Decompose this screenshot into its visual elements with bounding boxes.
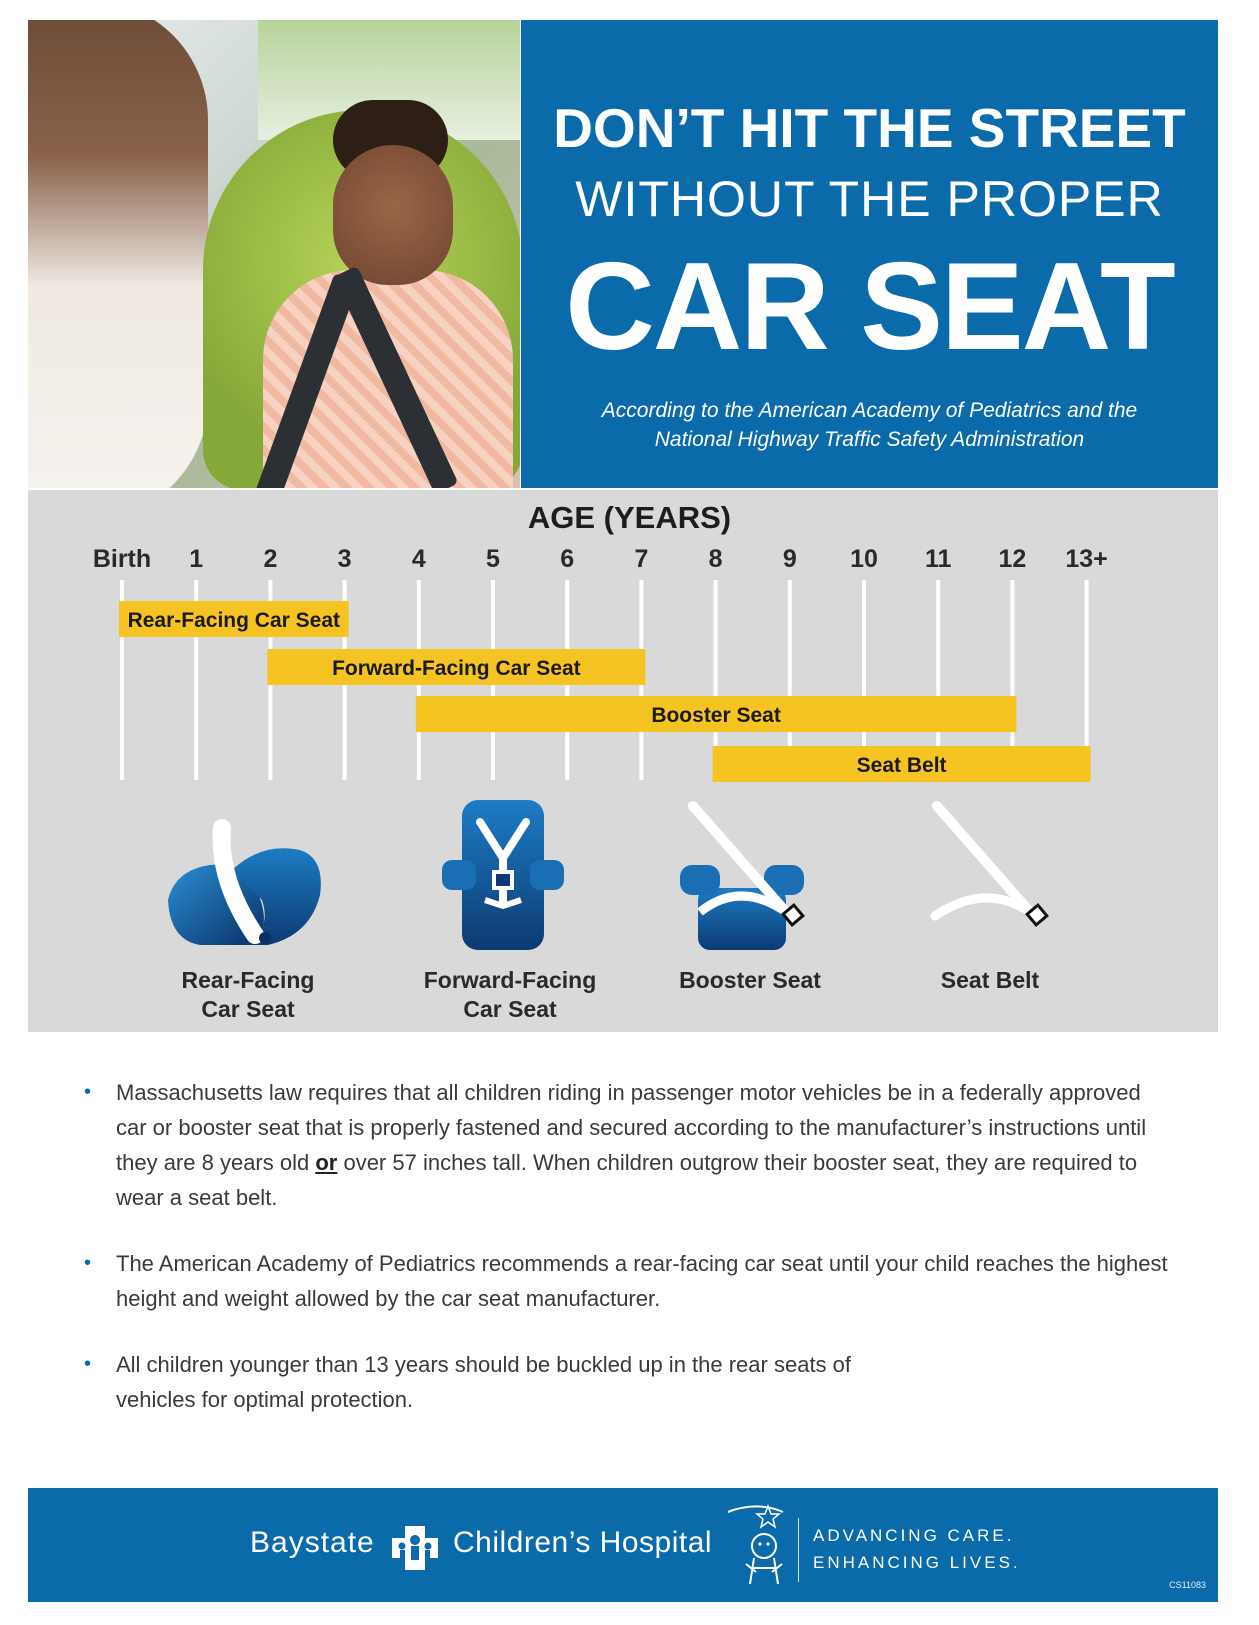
tick-label-2: 2 <box>263 545 278 573</box>
bullet-dot: • <box>84 1081 92 1103</box>
rear-facing-seat-icon <box>168 828 321 945</box>
document-code: CS11083 <box>1169 1580 1206 1590</box>
tick-label-12: 12 <box>998 545 1027 573</box>
booster-seat-icon <box>680 806 804 950</box>
bullet-dot: • <box>84 1252 92 1274</box>
hospital-logo-icon <box>390 1524 440 1572</box>
tagline-enhancing-lives: ENHANCING LIVES. <box>813 1553 1021 1572</box>
brand-childrens-hospital: Children’s Hospital <box>453 1526 713 1559</box>
tick-label-5: 5 <box>486 545 500 573</box>
bullet-3-text: All children younger than 13 years should be buckled up in the rear seats of vehicles for optimal protection. <box>116 1352 852 1412</box>
tagline-advancing-care: ADVANCING CARE. <box>813 1526 1015 1545</box>
caption-booster-seat-line-1: Booster Seat <box>679 967 821 993</box>
caption-forward-facing <box>400 966 620 1024</box>
chart-title: AGE (YEARS) <box>527 500 732 535</box>
caption-seat-belt <box>880 966 1100 995</box>
caption-rear-facing-line-2: Car Seat <box>201 996 295 1022</box>
tick-label-0: Birth <box>92 545 152 573</box>
bullet-massachusetts-law <box>80 1075 1170 1215</box>
bar-label-3: Seat Belt <box>856 754 947 777</box>
bullet-1-emphasis-or: or <box>315 1150 338 1175</box>
bullet-1-text-before: Massachusetts law requires that all children riding in passenger motor vehicles be in a federally approved car or booster seat that is properly fastened and secured according to the manufacturer’s instructions until they are 8 years old <box>116 1080 1147 1175</box>
tick-label-11: 11 <box>924 545 952 573</box>
tick-label-10: 10 <box>850 545 878 573</box>
bar-label-0: Rear-Facing Car Seat <box>127 609 341 632</box>
tick-label-7: 7 <box>634 545 649 573</box>
caption-rear-facing-line-1: Rear-Facing <box>181 967 315 993</box>
caption-seat-belt-line-1: Seat Belt <box>940 967 1040 993</box>
tick-label-13: 13+ <box>1065 545 1108 573</box>
bullet-aap-recommendation <box>80 1246 1170 1316</box>
bullet-dot: • <box>84 1353 92 1375</box>
tick-label-3: 3 <box>337 545 352 573</box>
bar-label-2: Booster Seat <box>651 704 781 727</box>
attribution-line-2: National Highway Traffic Safety Administration <box>654 428 1085 451</box>
tick-label-9: 9 <box>782 545 797 573</box>
attribution-line-1: According to the American Academy of Pediatrics and the <box>601 399 1138 422</box>
tick-label-1: 1 <box>189 545 204 573</box>
brand-baystate: Baystate <box>250 1526 375 1559</box>
footer-banner <box>28 1488 1218 1602</box>
tick-label-4: 4 <box>411 545 426 573</box>
headline-line-1: DON’T HIT THE STREET <box>553 97 1186 159</box>
bar-label-1: Forward-Facing Car Seat <box>332 657 581 680</box>
caption-forward-facing-line-2: Car Seat <box>463 996 557 1022</box>
info-bullet-list <box>80 1075 1170 1417</box>
seat-belt-icon <box>935 806 1047 925</box>
caption-booster-seat <box>640 966 860 995</box>
bullet-1-text-after: over 57 inches tall. When children outgrow their booster seat, they are required to wear a seat belt. <box>116 1150 1138 1210</box>
bullet-rear-seat-advice <box>80 1347 906 1417</box>
headline-car-seat: CAR SEAT <box>565 238 1174 376</box>
tick-label-6: 6 <box>560 545 575 573</box>
headline-line-2: WITHOUT THE PROPER <box>575 171 1164 227</box>
caption-rear-facing <box>148 966 348 1024</box>
bullet-2-text: The American Academy of Pediatrics recommends a rear-facing car seat until your child reaches the highest height and weight allowed by the car seat manufacturer. <box>116 1251 1168 1311</box>
caption-forward-facing-line-1: Forward-Facing <box>423 967 597 993</box>
forward-facing-seat-icon <box>442 800 564 950</box>
mascot-star-icon <box>728 1502 794 1592</box>
footer-divider <box>798 1518 799 1582</box>
tick-label-8: 8 <box>708 545 723 573</box>
